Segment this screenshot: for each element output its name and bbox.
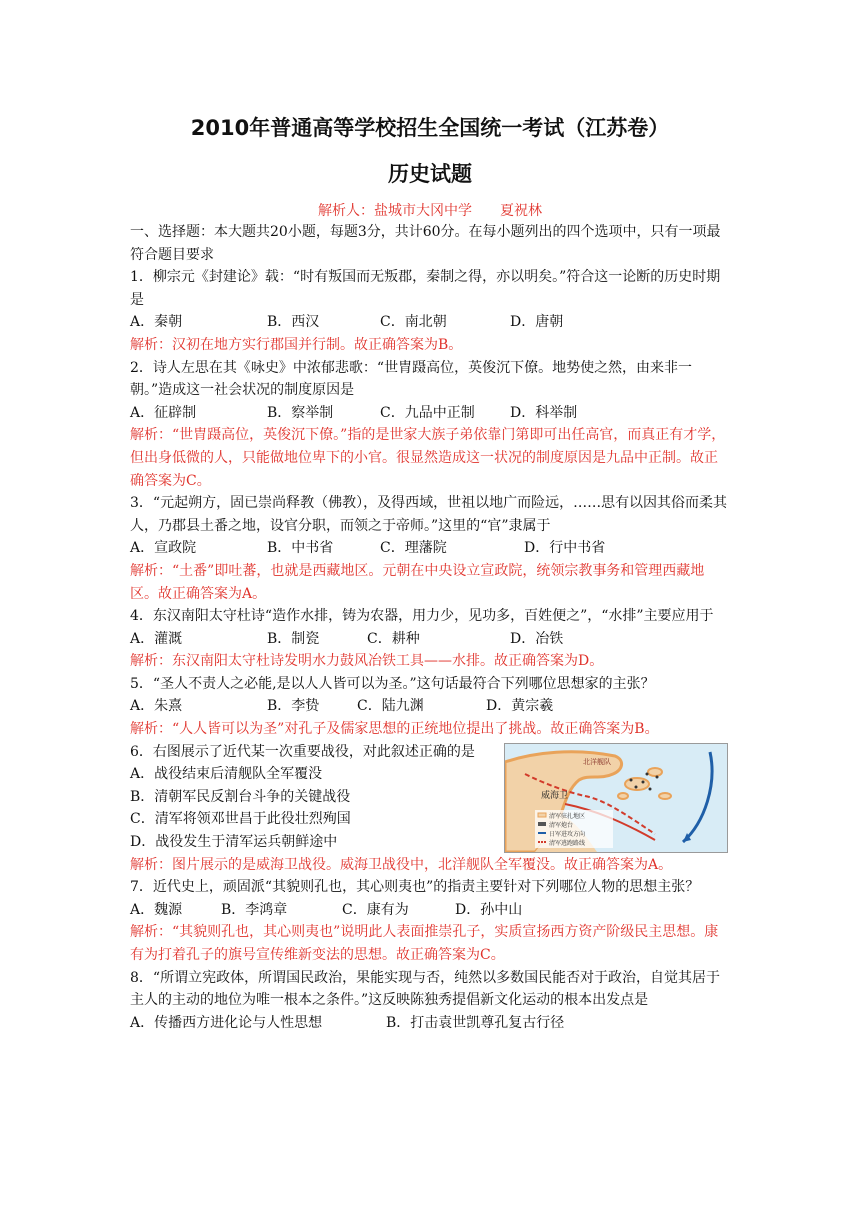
option-a: A．秦朝 <box>130 314 183 331</box>
battle-map <box>505 744 727 852</box>
question-4-analysis: 解析：东汉南阳太守杜诗发明水力鼓风冶铁工具——水排。故正确答案为D。 <box>130 653 604 670</box>
option-d: D．战役发生于清军运兵朝鲜途中 <box>130 834 338 851</box>
question-8-options <box>130 1012 730 1035</box>
battle-map-image <box>504 743 728 853</box>
question-8-stem: 8．“所谓立宪政体，所谓国民政治，果能实现与否，纯然以多数国民能否对于政治，自觉其居于主人的主动的地位为唯一根本之条件。”这反映陈独秀提倡新文化运动的根本出发点是 <box>130 969 721 1009</box>
option-b: B．制瓷 <box>267 630 320 647</box>
option-a: A．宣政院 <box>130 540 197 557</box>
exam-subtitle: 历史试题 <box>388 162 472 186</box>
option-c: C．九品中正制 <box>380 404 475 421</box>
option-b: B．李鸿章 <box>221 901 288 918</box>
question-4-options <box>130 628 730 651</box>
question-2-options <box>130 402 730 425</box>
section-intro: 一、选择题：本大题共20小题，每题3分，共计60分。在每小题列出的四个选项中，只有一项最符合题目要求 <box>130 224 721 263</box>
option-c: C．陆九渊 <box>357 698 424 715</box>
legend-item: 日军进攻方向 <box>549 830 586 838</box>
option-b: B．中书省 <box>267 540 334 557</box>
question-1-analysis: 解析：汉初在地方实行郡国并行制。故正确答案为B。 <box>130 336 463 353</box>
analyst-credit: 解析人：盐城市大冈中学 夏祝林 <box>318 203 542 219</box>
option-b: B．察举制 <box>267 404 334 421</box>
question-6-block <box>130 741 730 854</box>
option-a: A．征辟制 <box>130 404 197 421</box>
option-d: D．孙中山 <box>455 901 523 918</box>
legend-item: 清军驻扎地区 <box>549 812 586 820</box>
option-a: A．魏源 <box>130 901 183 918</box>
option-c: C．清军将领邓世昌于此役壮烈殉国 <box>130 811 351 828</box>
exam-content <box>130 221 730 1034</box>
legend-item: 清军炮台 <box>549 821 574 829</box>
question-3-options <box>130 537 730 560</box>
question-2-stem: 2．诗人左思在其《咏史》中浓郁悲歌：“世胄蹑高位，英俊沉下僚。地势使之然，由来非一朝。”造成这一社会状况的制度原因是 <box>130 359 693 399</box>
option-a: A．传播西方进化论与人性思想 <box>130 1014 323 1031</box>
map-label-top: 北洋舰队 <box>583 757 611 766</box>
option-b: B．西汉 <box>267 314 320 331</box>
map-label-weihai: 威海卫 <box>541 790 569 801</box>
option-d: D．行中书省 <box>524 540 606 557</box>
option-a: A．灌溉 <box>130 630 183 647</box>
question-2-analysis: 解析：“世胄蹑高位，英俊沉下僚。”指的是世家大族子弟依靠门第即可出任高官，而真正有才学，但出身低微的人，只能做地位卑下的小官。很显然造成这一状况的制度原因是九品中正制。故正确答案为C。 <box>130 427 726 489</box>
question-5-stem: 5．“圣人不责人之必能,是以人人皆可以为圣。”这句话最符合下列哪位思想家的主张？ <box>130 675 655 692</box>
option-d: D．科举制 <box>510 404 578 421</box>
question-1-stem: 1．柳宗元《封建论》载：“时有叛国而无叛郡，秦制之得，亦以明矣。”符合这一论断的历史时期是 <box>130 269 721 308</box>
option-c: C．理藩院 <box>380 540 447 557</box>
option-c: C．康有为 <box>342 901 409 918</box>
option-c: C．南北朝 <box>380 314 447 331</box>
option-d: D．冶铁 <box>510 630 564 647</box>
exam-title: 2010年普通高等学校招生全国统一考试（江苏卷） <box>190 116 670 140</box>
option-b: B．李贽 <box>267 698 320 715</box>
option-c: C．耕种 <box>367 630 420 647</box>
option-d: D．唐朝 <box>510 314 564 331</box>
question-6-stem: 6．右图展示了近代某一次重要战役，对此叙述正确的是 <box>130 743 475 760</box>
question-7-analysis: 解析：“其貌则孔也，其心则夷也”说明此人表面推崇孔子，实质宣扬西方资产阶级民主思想。康有为打着孔子的旗号宣传维新变法的思想。故正确答案为C。 <box>130 924 719 963</box>
question-5-options <box>130 695 730 718</box>
option-a: A．朱熹 <box>130 698 183 715</box>
question-1-options <box>130 311 730 334</box>
question-5-analysis: 解析：“人人皆可以为圣”对孔子及儒家思想的正统地位提出了挑战。故正确答案为B。 <box>130 721 659 738</box>
question-7-options <box>130 899 730 922</box>
option-b: B．清朝军民反割台斗争的关键战役 <box>130 788 351 805</box>
question-3-stem: 3．“元起朔方，固已崇尚释教（佛教），及得西域，世祖以地广而险远，……思有以因其俗而柔其人，乃郡县土番之地，设官分职，而领之于帝师。”这里的“官”隶属于 <box>130 495 728 534</box>
question-4-stem: 4．东汉南阳太守杜诗“造作水排，铸为农器，用力少，见功多，百姓便之”，“水排”主要应用于 <box>130 608 714 625</box>
question-7-stem: 7．近代史上，顽固派“其貌则孔也，其心则夷也”的指责主要针对下列哪位人物的思想主张？ <box>130 879 700 896</box>
option-a: A．战役结束后清舰队全军覆没 <box>130 766 323 783</box>
legend-item: 清军逃跑路线 <box>549 839 586 847</box>
option-d: D．黄宗羲 <box>486 698 554 715</box>
question-3-analysis: 解析：“土番”即吐蕃，也就是西藏地区。元朝在中央设立宣政院，统领宗教事务和管理西藏地区。故正确答案为A。 <box>130 562 705 602</box>
option-b: B．打击袁世凯尊孔复古行径 <box>386 1014 565 1031</box>
question-6-analysis: 解析：图片展示的是威海卫战役。威海卫战役中，北洋舰队全军覆没。故正确答案为A。 <box>130 856 673 873</box>
